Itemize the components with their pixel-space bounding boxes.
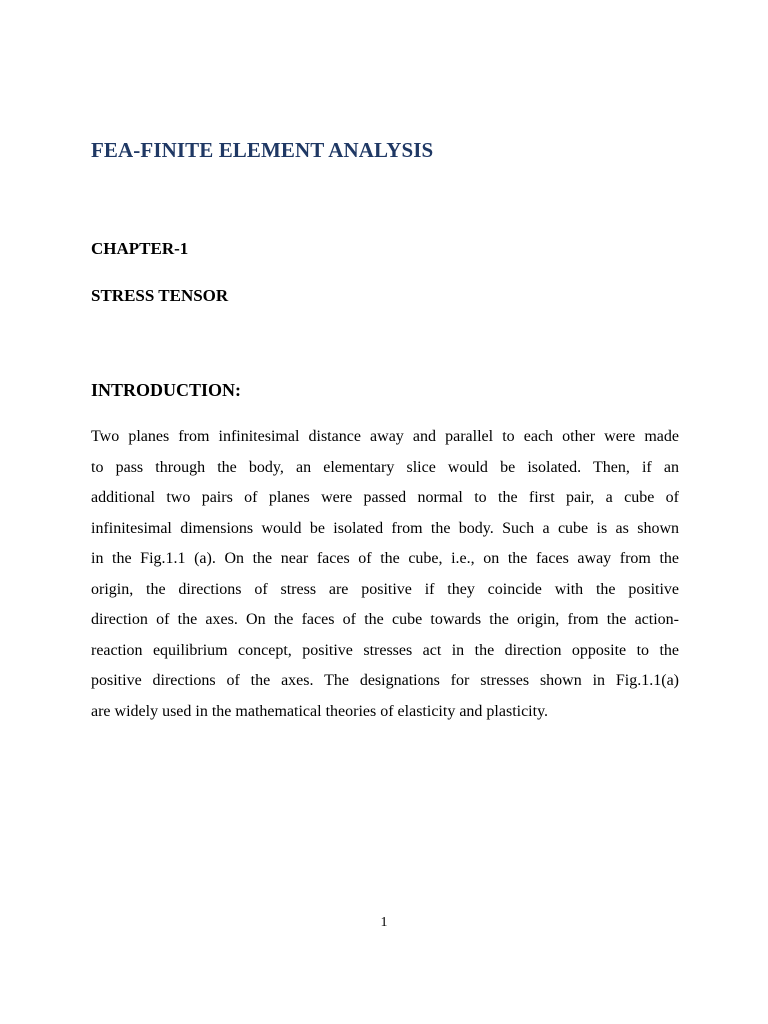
page-number: 1 — [380, 915, 388, 930]
paragraph-line: Two planes from infinitesimal distance away and parallel to each other were made — [91, 428, 679, 445]
paragraph-line: reaction equilibrium concept, positive stresses act in the direction opposite to the — [91, 641, 679, 659]
paragraph-line: infinitesimal dimensions would be isolated from the body. Such a cube is as shown — [91, 519, 679, 537]
chapter-heading: CHAPTER-1 — [91, 239, 189, 258]
paragraph-line: in the Fig.1.1 (a). On the near faces of the cube, i.e., on the faces away from the — [91, 550, 679, 567]
introduction-heading: INTRODUCTION: — [91, 380, 242, 400]
paragraph-line: additional two pairs of planes were passed normal to the first pair, a cube of — [91, 489, 679, 506]
paragraph-line: origin, the directions of stress are positive if they coincide with the positive — [91, 580, 679, 598]
section-heading: STRESS TENSOR — [91, 286, 229, 305]
introduction-paragraph — [91, 422, 679, 727]
paragraph-line: positive directions of the axes. The designations for stresses shown in Fig.1.1(a) — [91, 672, 679, 689]
paragraph-line: to pass through the body, an elementary slice would be isolated. Then, if an — [91, 458, 679, 476]
paragraph-line: direction of the axes. On the faces of the cube towards the origin, from the action- — [91, 611, 679, 628]
paragraph-line: are widely used in the mathematical theories of elasticity and plasticity. — [91, 702, 549, 720]
document-title: FEA-FINITE ELEMENT ANALYSIS — [91, 138, 434, 162]
